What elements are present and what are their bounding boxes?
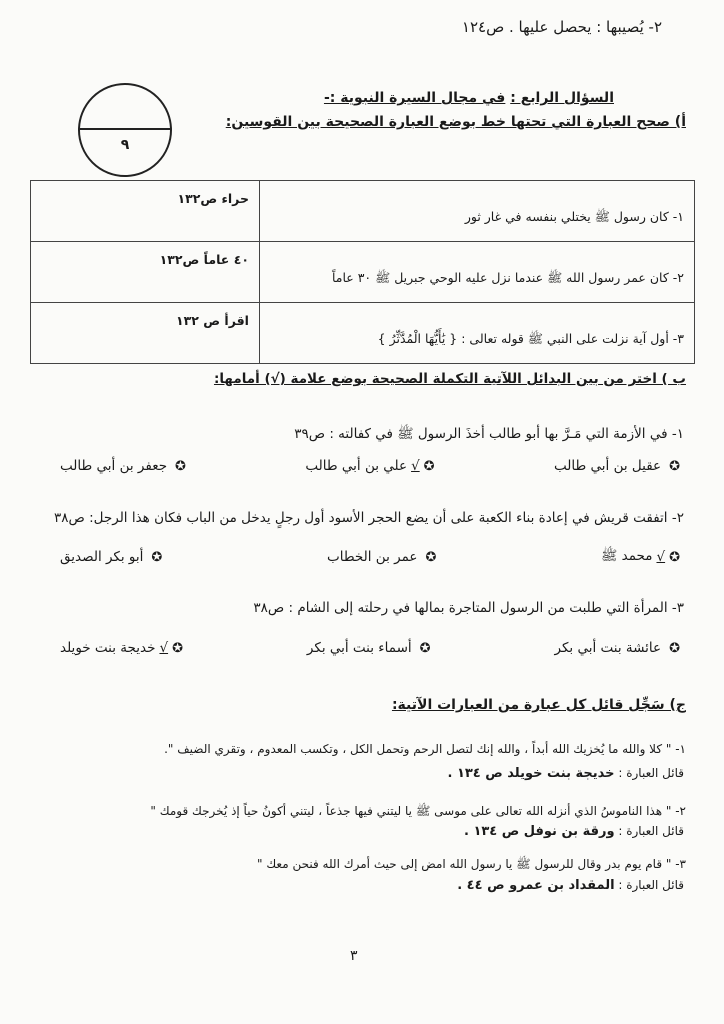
sayer-line-2 bbox=[464, 824, 684, 839]
option-label: عقيل بن أبي طالب bbox=[554, 458, 662, 474]
mcq-question-1: ١- في الأزمة التي مَـرَّ بها أبو طالب أخذَ الرسول ﷺ في كفالته : ص٣٩ bbox=[294, 426, 684, 442]
q4-title-prefix: السؤال الرابع : bbox=[510, 90, 614, 106]
option-label: أسماء بنت أبي بكر bbox=[306, 640, 412, 656]
table-question: ١- كان رسول ﷺ يختلي بنفسه في غار ثور bbox=[464, 209, 684, 224]
option-label: خديجة بنت خويلد bbox=[60, 640, 156, 656]
option-label: عائشة بنت أبي بكر bbox=[554, 640, 662, 656]
star-bullet-icon: ✪ bbox=[419, 640, 431, 656]
star-bullet-icon: ✪ bbox=[151, 549, 163, 565]
table-answer: حراء ص١٣٢ bbox=[177, 191, 249, 206]
option-label: أبو بكر الصديق bbox=[60, 549, 144, 565]
table-question-cell bbox=[259, 181, 694, 242]
circle-divider bbox=[80, 128, 170, 130]
q4-title bbox=[324, 90, 614, 106]
table-answer-cell[interactable] bbox=[31, 181, 260, 242]
table-answer-cell[interactable] bbox=[31, 303, 260, 364]
check-mark: √ bbox=[159, 640, 169, 656]
star-bullet-icon: ✪ bbox=[669, 549, 680, 565]
check-mark: √ bbox=[656, 549, 666, 565]
star-bullet-icon: ✪ bbox=[175, 458, 186, 474]
table-question: ٢- كان عمر رسول الله ﷺ عندما نزل عليه الوحي جبريل ﷺ ٣٠ عاماً bbox=[331, 270, 684, 285]
sayer-label: قائل العبارة : bbox=[618, 878, 684, 892]
mcq-option[interactable] bbox=[554, 458, 680, 474]
mcq-options-2 bbox=[60, 547, 680, 567]
q4-title-rest: في مجال السيرة النبوية :- bbox=[323, 90, 506, 106]
mcq-option[interactable] bbox=[60, 640, 183, 656]
sayer-label: قائل العبارة : bbox=[618, 824, 684, 838]
page-number: ٣ bbox=[350, 948, 358, 964]
option-label: علي بن أبي طالب bbox=[305, 458, 408, 474]
star-bullet-icon: ✪ bbox=[423, 458, 435, 474]
grade-value: ٩ bbox=[120, 137, 130, 153]
star-bullet-icon: ✪ bbox=[425, 549, 437, 565]
quote-2: ٢- " هذا الناموسُ الذي أنزله الله تعالى على موسى ﷺ يا ليتني فيها جذعاً ، ليتني أكونُ حياً إذ يُخرجك قومك " bbox=[150, 804, 686, 818]
table-row bbox=[31, 303, 695, 364]
table-question: ٣- أول آية نزلت على النبي ﷺ قوله تعالى : { يَٰأَيُّهَا الْمُدَّثِّرُ } bbox=[377, 331, 684, 346]
sayer-line-3 bbox=[457, 878, 684, 893]
sayer-answer[interactable]: خديجة بنت خويلد ص ١٣٤ . bbox=[447, 766, 615, 781]
mcq-option[interactable] bbox=[60, 458, 186, 474]
check-mark: √ bbox=[411, 458, 420, 474]
star-bullet-icon: ✪ bbox=[172, 640, 183, 656]
table-row bbox=[31, 181, 695, 242]
mcq-option[interactable] bbox=[307, 640, 431, 656]
mcq-option[interactable] bbox=[601, 547, 680, 567]
quote-1: ١- " كلا والله ما يُخزيك الله أبداً ، والله إنك لتصل الرحم وتحمل الكل ، وتكسب المعدوم ، وتقري الضيف ". bbox=[164, 742, 686, 756]
mcq-options-3 bbox=[60, 640, 680, 656]
option-label: محمد ﷺ bbox=[601, 548, 653, 564]
sayer-answer[interactable]: المقداد بن عمرو ص ٤٤ . bbox=[457, 878, 615, 893]
option-label: جعفر بن أبي طالب bbox=[60, 458, 168, 474]
mcq-option[interactable] bbox=[327, 547, 436, 567]
star-bullet-icon: ✪ bbox=[669, 458, 680, 474]
table-answer: ٤٠ عاماً ص١٣٢ bbox=[159, 252, 249, 267]
top-line: ٢- يُصيبها : يحصل عليها . ص١٢٤ bbox=[461, 18, 662, 36]
table-question-cell bbox=[259, 303, 694, 364]
table-question-cell bbox=[259, 242, 694, 303]
mcq-question-3: ٣- المرأة التي طلبت من الرسول المتاجرة بمالها في رحلته إلى الشام : ص٣٨ bbox=[253, 600, 684, 616]
table-answer: اقرأ ص ١٣٢ bbox=[176, 313, 249, 328]
section-b-title: ب ) اختر من بين البدائل اللآتية التكملة الصحيحة بوضع علامة (√) أمامها: bbox=[213, 371, 686, 387]
table-answer-cell[interactable] bbox=[31, 242, 260, 303]
sayer-line-1 bbox=[447, 766, 684, 781]
mcq-option[interactable] bbox=[555, 640, 681, 656]
quote-3: ٣- " قام يوم بدر وقال للرسول ﷺ يا رسول الله امض إلى حيث أمرك الله فنحن معك " bbox=[256, 857, 686, 871]
table-row bbox=[31, 242, 695, 303]
mcq-question-2: ٢- اتفقت قريش في إعادة بناء الكعبة على أن يضع الحجر الأسود أول رجلٍ يدخل من الباب فكان هذا الرجل: ص٣٨ bbox=[54, 510, 684, 526]
grade-circle bbox=[78, 83, 172, 177]
section-c-title: ج) سَجِّل قائل كل عبارة من العبارات الآتية: bbox=[391, 697, 686, 713]
mcq-option[interactable] bbox=[305, 458, 434, 474]
mcq-option[interactable] bbox=[60, 547, 162, 567]
mcq-options-1 bbox=[60, 458, 680, 474]
sayer-label: قائل العبارة : bbox=[618, 766, 684, 780]
sayer-answer[interactable]: ورقة بن نوفل ص ١٣٤ . bbox=[463, 824, 615, 839]
option-label: عمر بن الخطاب bbox=[327, 549, 418, 565]
star-bullet-icon: ✪ bbox=[669, 640, 680, 656]
q4-subtitle: أ) صحح العبارة التي تحتها خط بوضع العبارة الصحيحة بين القوسين: bbox=[225, 114, 686, 130]
correction-table bbox=[30, 180, 695, 364]
